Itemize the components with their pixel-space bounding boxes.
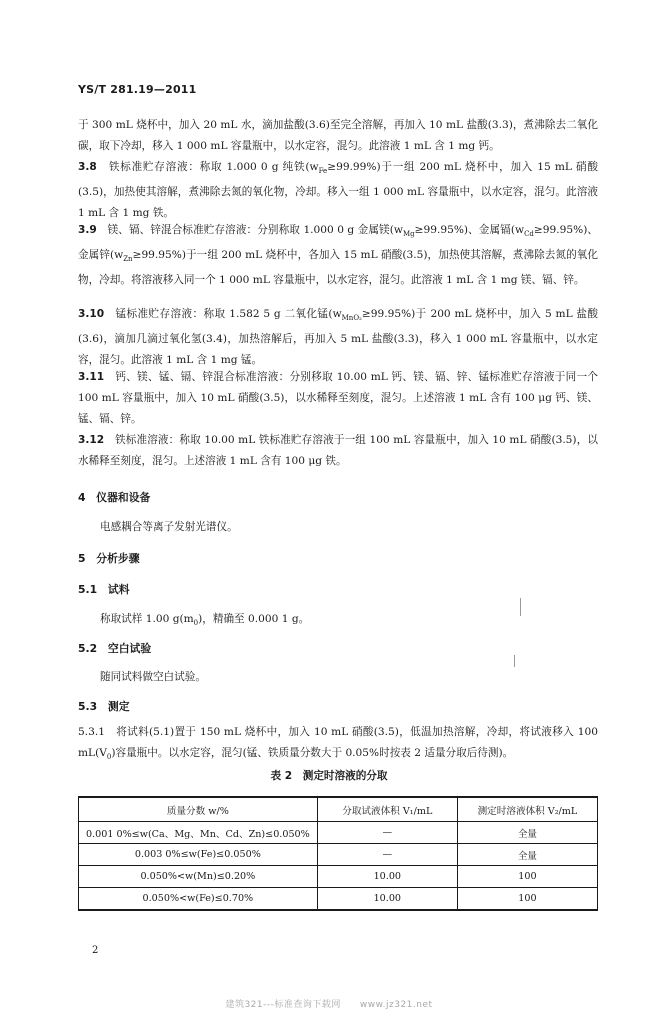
subscript: MnO₂ [341,314,362,323]
cell-aliquot: 10.00 [317,866,457,888]
cell-range: 0.003 0%≤w(Fe)≤0.050% [79,844,318,866]
subscript: Cd [524,230,534,239]
paragraph-text: 镁、镉、锌混合标准贮存溶液：分别称取 1.000 0 g 金属镁(w [107,224,403,236]
section-5-3-title: 5.3 测定 [78,700,130,713]
paragraph-3-9 [78,220,598,291]
clause-number: 3.11 [78,371,105,383]
cell-aliquot: — [317,844,457,866]
watermark: 建筑321---标准查询下载网 www.jz321.net [225,1000,433,1010]
paragraph-3-11 [78,367,598,430]
paragraph-3-8 [78,157,598,224]
subscript: 0 [106,753,112,762]
section-5-1-text [100,611,598,627]
dilution-table [78,796,598,911]
clause-number: 3.12 [78,434,105,446]
cell-aliquot: 10.00 [317,888,457,911]
paragraph-text: 铁标准溶液：称取 10.00 mL 铁标准贮存溶液于一组 100 mL 容量瓶中，加入 10 mL 硝酸(3.5)，以水稀释至刻度，混匀。上述溶液 1 mL 含有 100 μg 铁。 [78,434,599,467]
page-number: 2 [92,945,99,956]
paragraph-text: ≥99.95%)、金属锌(w [78,224,599,262]
paragraph-text: ≥99.95%)于一组 200 mL 烧杯中，各加入 15 mL 硝酸(3.5)，加热使其溶解，煮沸除去氮的氧化物，冷却。将溶液移入同一个 1 000 mL 容量瓶中，以水定容，混匀。此溶液 1 mL 含 1 mg 镁、镉、锌。 [78,249,598,287]
cell-range: 0.001 0%≤w(Ca、Mg、Mn、Cd、Zn)≤0.050% [79,822,318,844]
standard-code: YS/T 281.19—2011 [78,83,197,96]
table-row [79,822,598,844]
header-mass-fraction: 质量分数 w/% [79,797,318,822]
cell-volume: 全量 [457,844,597,866]
clause-number: 5.3.1 [78,726,105,738]
cell-range: 0.050%<w(Fe)≤0.70% [79,888,318,911]
subscript: 0 [193,619,199,628]
cell-range: 0.050%<w(Mn)≤0.20% [79,866,318,888]
subscript: Zn [123,255,133,264]
subscript: Fe [318,167,328,176]
paragraph-text: 于 300 mL 烧杯中，加入 20 mL 水，滴加盐酸(3.6)至完全溶解，再加入 10 mL 盐酸(3.3)，煮沸除去二氧化碳，取下冷却，移入 1 000 mL 容量瓶中，以水定容，混匀。此溶液 1 mL 含 1 mg 钙。 [78,119,598,152]
cell-aliquot: — [317,822,457,844]
section-4-title: 4 仪器和设备 [78,491,151,504]
section-5-title: 5 分析步骤 [78,552,140,565]
paragraph-5-3-1 [78,722,598,768]
section-5-2-text: 随同试料做空白试验。 [100,671,206,683]
cell-volume: 全量 [457,822,597,844]
paragraph-3-7-continued [78,115,598,157]
paragraph-text: 铁标准贮存溶液：称取 1.000 0 g 纯铁(w [108,161,319,173]
paragraph-text: ≥99.99%)于一组 200 mL 烧杯中，加入 15 mL 硝酸(3.5)，加热使其溶解，煮沸除去氮的氧化物，冷却。移入一组 1 000 mL 容量瓶中，以水定容，混匀。此溶液 1 mL 含 1 mg 铁。 [78,161,598,220]
scan-artifact [514,655,515,667]
section-5-1-title: 5.1 试料 [78,583,130,596]
table-row [79,888,598,911]
scan-artifact [520,598,521,616]
clause-number: 3.8 [78,161,97,173]
table-row [79,844,598,866]
paragraph-text: )容量瓶中。以水定容，混匀(锰、铁质量分数大于 0.05%时按表 2 适量分取后待测)。 [111,747,514,759]
section-5-2-title: 5.2 空白试验 [78,642,152,655]
paragraph-3-10 [78,304,598,371]
text-part: )，精确至 0.000 1 g。 [198,613,310,625]
clause-number: 3.10 [78,308,105,320]
paragraph-text: 将试料(5.1)置于 150 mL 烧杯中，加入 10 mL 硝酸(3.5)，低温加热溶解，冷却，将试液移入 100 mL(V [78,726,598,759]
paragraph-text: ≥99.95%)、金属镉(w [414,224,525,236]
table-row [79,866,598,888]
cell-volume: 100 [457,866,597,888]
paragraph-text: 钙、镁、锰、镉、锌混合标准溶液：分别移取 10.00 mL 钙、镁、镉、锌、锰标准贮存溶液于同一个 100 mL 容量瓶中，加入 10 mL 硝酸(3.5)，以水稀释至刻度，混匀。上述溶液 1 mL 含有 100 μg 钙、镁、锰、镉、锌。 [78,371,598,425]
text-part: 称取试样 1.00 g(m [100,613,194,625]
paragraph-text: ≥99.95%)于 200 mL 烧杯中，加入 5 mL 盐酸(3.6)，滴加几滴过氧化氢(3.4)，加热溶解后，再加入 5 mL 盐酸(3.3)，移入 1 000 mL 容量瓶中，以水定容，混匀。此溶液 1 mL 含 1 mg 锰。 [78,308,598,367]
header-final-volume: 测定时溶液体积 V₂/mL [457,797,597,822]
paragraph-3-12 [78,430,598,472]
clause-number: 3.9 [78,224,97,236]
table-caption: 表 2 测定时溶液的分取 [270,770,388,782]
section-4-text: 电感耦合等离子发射光谱仪。 [100,521,238,533]
header-aliquot-volume: 分取试液体积 V₁/mL [317,797,457,822]
cell-volume: 100 [457,888,597,911]
subscript: Mg [402,230,415,239]
paragraph-text: 锰标准贮存溶液：称取 1.582 5 g 二氧化锰(w [115,308,342,320]
table-header-row [79,797,598,822]
